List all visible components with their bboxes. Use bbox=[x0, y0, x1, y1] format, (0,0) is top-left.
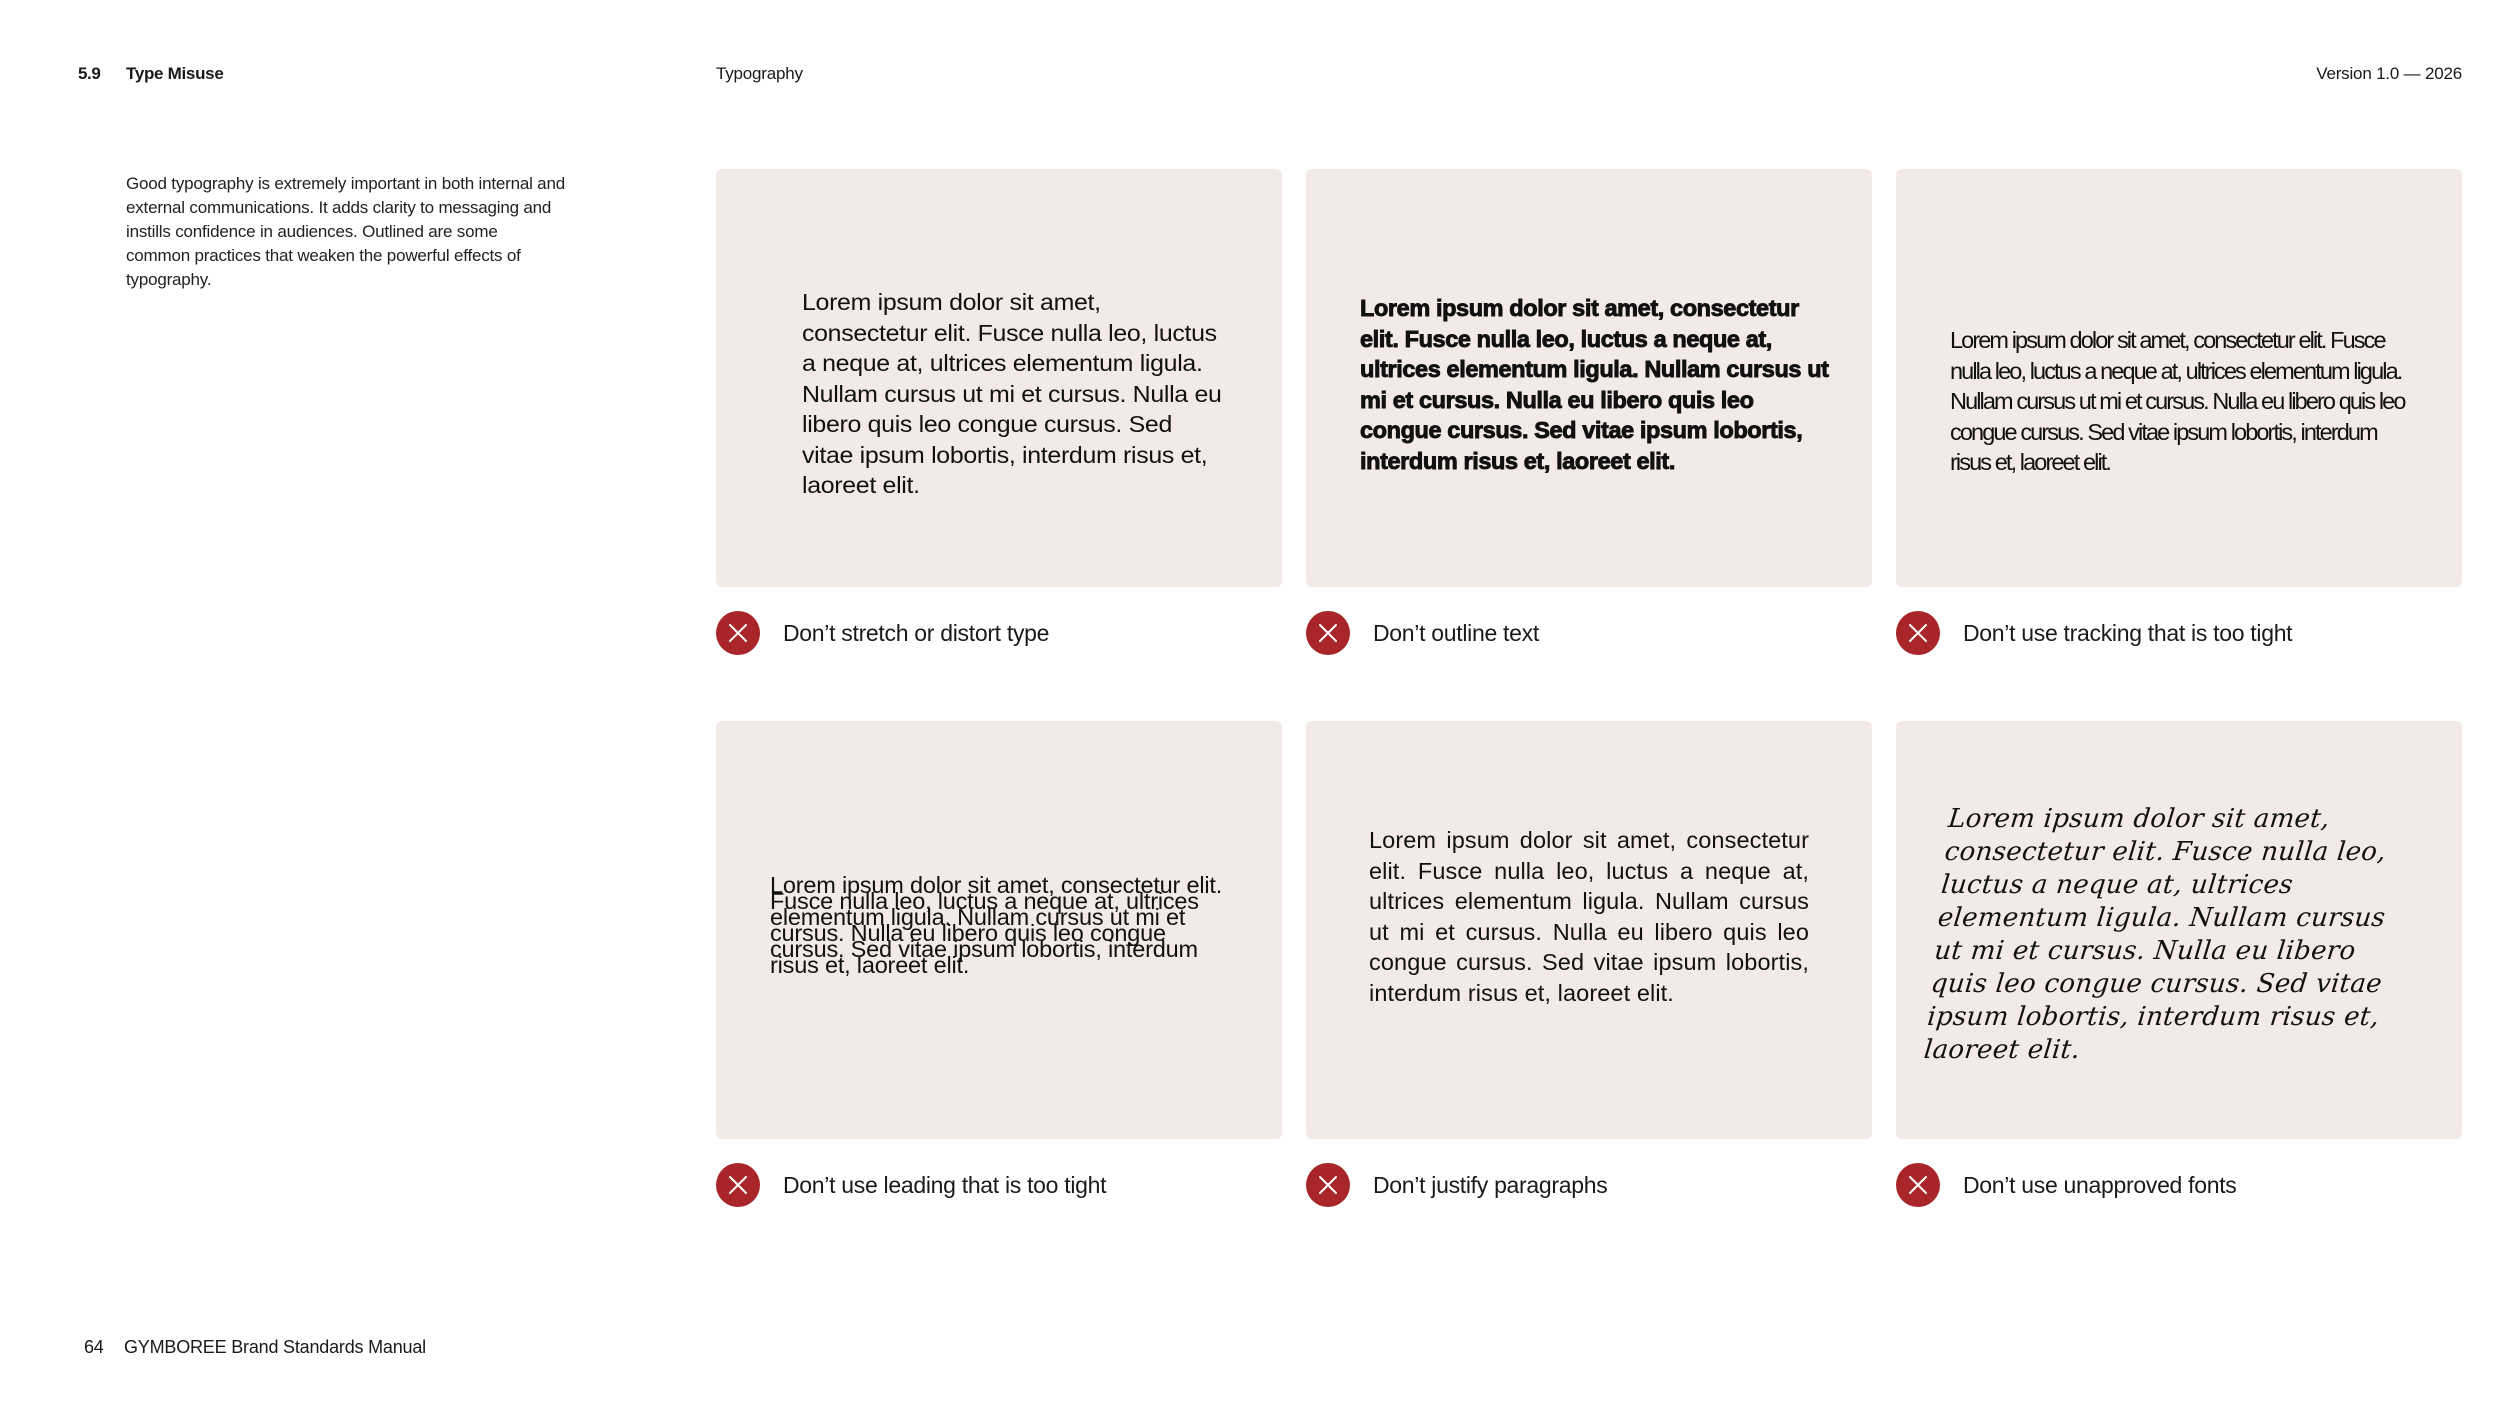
caption-text: Don’t stretch or distort type bbox=[783, 619, 1050, 646]
x-circle-icon bbox=[716, 611, 760, 655]
example-card-fonts bbox=[1896, 721, 2462, 1139]
example-caption-leading bbox=[716, 1163, 1106, 1207]
section-number: 5.9 bbox=[78, 64, 101, 83]
example-caption-stretch bbox=[716, 611, 1049, 655]
example-card-leading bbox=[716, 721, 1282, 1139]
sample-text-unapproved-font: Lorem ipsum dolor sit amet, consectetur elit. Fusce nulla leo, luctus a neque at, ultrices elementum ligula. Nullam cursus ut mi et cursus. Nulla eu libero quis leo congue cursus. Sed vitae ipsum lobortis, interdum risus et, laoreet elit. bbox=[1922, 804, 2388, 1065]
example-caption-fonts bbox=[1896, 1163, 2237, 1207]
x-circle-icon bbox=[1306, 1163, 1350, 1207]
x-circle-icon bbox=[1306, 611, 1350, 655]
sample-text-tight-leading: Lorem ipsum dolor sit amet, consectetur elit. Fusce nulla leo, luctus a neque at, ultrices elementum ligula. Nullam cursus ut mi et cursus. Nulla eu libero quis leo congue cursus. Sed vitae ipsum lobortis, interdum risus et, laoreet elit. bbox=[770, 872, 1223, 978]
manual-title: GYMBOREE Brand Standards Manual bbox=[124, 1337, 426, 1357]
caption-text: Don’t use tracking that is too tight bbox=[1963, 619, 2293, 646]
sample-text-stretched: Lorem ipsum dolor sit amet, consectetur elit. Fusce nulla leo, luctus a neque at, ultrices elementum ligula. Nullam cursus ut mi et cursus. Nulla eu libero quis leo congue cursus. Sed vitae ipsum lobortis, interdum risus et, laoreet elit. bbox=[802, 289, 1222, 498]
example-card-outline bbox=[1306, 169, 1872, 587]
x-circle-icon bbox=[716, 1163, 760, 1207]
x-circle-icon bbox=[1896, 1163, 1940, 1207]
section-title: Type Misuse bbox=[126, 64, 224, 83]
intro-paragraph: Good typography is extremely important in both internal and external communications. It adds clarity to messaging and instills confidence in audiences. Outlined are some common practices that weaken the powerful effects of typography. bbox=[126, 174, 565, 289]
version-label: Version 1.0 — 2026 bbox=[2316, 64, 2462, 83]
caption-text: Don’t outline text bbox=[1373, 619, 1539, 646]
sample-text-justified: Lorem ipsum dolor sit amet, consectetur elit. Fusce nulla leo, luctus a neque at, ultrices elementum ligula. Nullam cursus ut mi et cursus. Nulla eu libero quis leo congue cursus. Sed vitae ipsum lobortis, interdum risus et, laoreet elit. bbox=[1369, 827, 1809, 1006]
x-circle-icon bbox=[1896, 611, 1940, 655]
caption-text: Don’t use unapproved fonts bbox=[1963, 1171, 2237, 1198]
header-category: Typography bbox=[716, 64, 803, 83]
example-card-justify bbox=[1306, 721, 1872, 1139]
caption-text: Don’t use leading that is too tight bbox=[783, 1171, 1107, 1198]
page-number: 64 bbox=[84, 1337, 104, 1357]
sample-text-outlined: Lorem ipsum dolor sit amet, consectetur elit. Fusce nulla leo, luctus a neque at, ultrices elementum ligula. Nullam cursus ut mi et cursus. Nulla eu libero quis leo congue cursus. Sed vitae ipsum lobortis, interdum risus et, laoreet elit. bbox=[1360, 295, 1829, 474]
example-caption-justify bbox=[1306, 1163, 1607, 1207]
example-caption-tracking bbox=[1896, 611, 2292, 655]
example-caption-outline bbox=[1306, 611, 1539, 655]
example-card-stretch bbox=[716, 169, 1282, 587]
caption-text: Don’t justify paragraphs bbox=[1373, 1171, 1608, 1198]
sample-text-tight-tracking: Lorem ipsum dolor sit amet, consectetur elit. Fusce nulla leo, luctus a neque at, ultrices elementum ligula. Nullam cursus ut mi et cursus. Nulla eu libero quis leo congue cursus. Sed vitae ipsum lobortis, interdum risus et, laoreet elit. bbox=[1950, 327, 2405, 475]
example-card-tracking bbox=[1896, 169, 2462, 587]
